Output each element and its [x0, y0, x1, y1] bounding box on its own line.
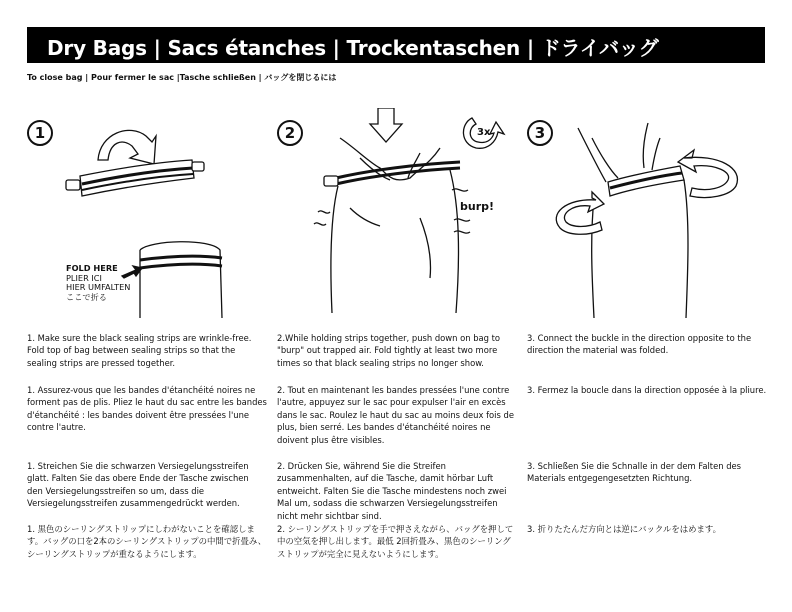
- fold-arrow-icon: [98, 130, 156, 164]
- burp-label: burp!: [460, 200, 495, 213]
- step-2-text-en: 2.While holding strips together, push down on bag to "burp" out trapped air. Fold tightly at least two more times so that black sealing strips no longer show.: [277, 333, 501, 368]
- step-2-text-ja: 2. シーリングストリップを手で押さえながら、バッグを押して中の空気を押し出します。最低 2回折畳み、黒色のシーリングストリップが完全に見えないようにします。: [277, 524, 514, 559]
- step-1-text-en: 1. Make sure the black sealing strips are wrinkle-free. Fold top of bag between sealing strips so that the sealing strips are pressed together.: [27, 333, 252, 368]
- step-2-text-fr: 2. Tout en maintenant les bandes pressées l'une contre l'autre, appuyez sur le sac pour expulser l'air en excès dans le sac. Roulez le haut du sac au moins deux fois de plus, bien serré. Les bandes d'étanchéité noires ne doivent plus être visibles.: [277, 385, 514, 445]
- fold-label-en: FOLD HERE: [66, 263, 118, 273]
- fold-label-de: HIER UMFALTEN: [66, 282, 131, 292]
- step-3-text-ja: 3. 折りたたんだ方向とは逆にバックルをはめます。: [527, 524, 721, 534]
- step-2-badge: 2: [277, 120, 303, 146]
- fold-label-fr: PLIER ICI: [66, 272, 102, 283]
- step-3-text-en: 3. Connect the buckle in the direction opposite to the direction the material was folded.: [527, 333, 752, 356]
- rotate-left-arrow-icon: [556, 192, 604, 234]
- air-wave-icon: [314, 189, 470, 233]
- push-down-arrow-icon: [370, 108, 402, 142]
- page-title: Dry Bags | Sacs étanches | Trockentaschen | ドライバッグ: [47, 36, 659, 60]
- repeat-count-label: 3x: [477, 127, 491, 138]
- step-3-illustration: [548, 118, 748, 318]
- step-1-text-de: 1. Streichen Sie die schwarzen Versiegelungsstreifen glatt. Falten Sie das obere Ende der Tasche zwischen den Versiegelungsstreifen so um, dass die Versiegelungsstreifen zusammengedrückt werden.: [27, 461, 249, 509]
- fold-label-ja: ここで折る: [66, 291, 107, 302]
- section-subtitle: To close bag | Pour fermer le sac |Tasche schließen | バッグを閉じるには: [27, 73, 337, 82]
- step-1-text-fr: 1. Assurez-vous que les bandes d'étanchéité noires ne forment pas de plis. Pliez le haut du sac entre les bandes d'étanchéité : les bandes doivent être pressées l'une contre l'autre.: [27, 385, 267, 433]
- step-3-text-fr: 3. Fermez la boucle dans la direction opposée à la pliure.: [527, 385, 767, 395]
- step-2-illustration: [300, 108, 510, 318]
- step-2-text-de: 2. Drücken Sie, während Sie die Streifen zusammenhalten, auf die Tasche, damit hörbar Luft entweicht. Falten Sie die Tasche mindestens noch zwei Mal um, sodass die schwarzen Versiegelungsstreifen nicht mehr sichtbar sind.: [277, 461, 507, 521]
- step-1-badge: 1: [27, 120, 53, 146]
- step-3-text-de: 3. Schließen Sie die Schnalle in der dem Falten des Materials entgegengesetzten Richtung.: [527, 461, 742, 484]
- fold-here-label: [66, 264, 130, 302]
- step-1-text-ja: 1. 黒色のシーリングストリップにしわがないことを確認します。バッグの口を2本のシーリングストリップの中間で折畳み、シーリングストリップが重なるようにします。: [27, 524, 267, 559]
- rotate-right-arrow-icon: [678, 150, 737, 198]
- header-bar: [27, 27, 765, 63]
- step-3-badge: 3: [527, 120, 553, 146]
